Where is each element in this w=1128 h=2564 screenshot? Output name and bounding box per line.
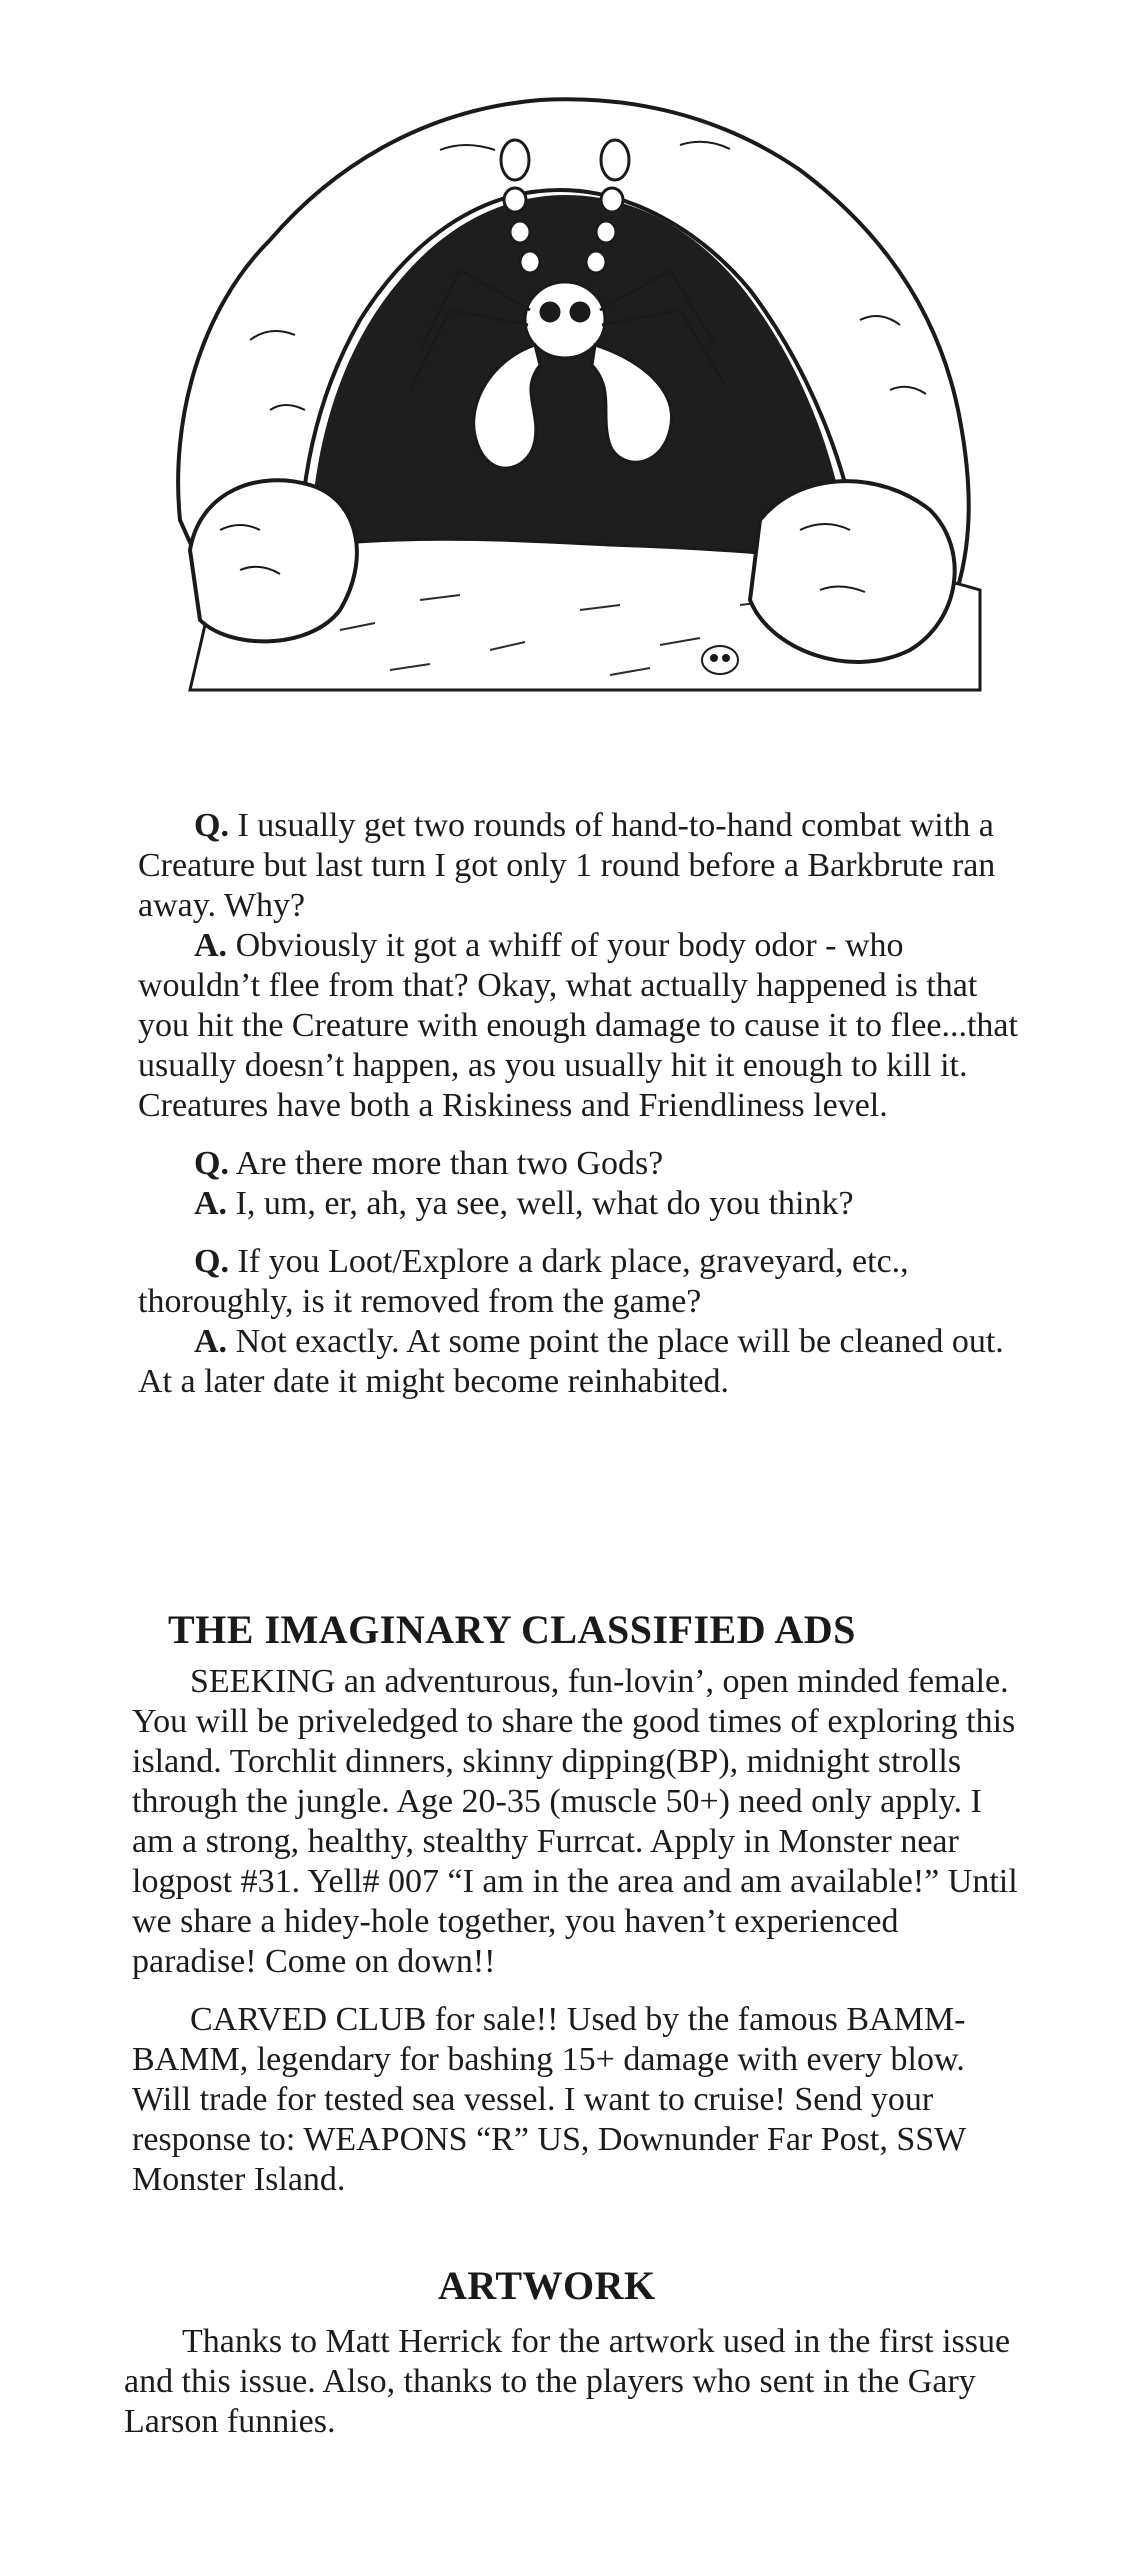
question-marker: Q. xyxy=(194,1243,229,1280)
cave-drawing xyxy=(160,90,1010,700)
answer-marker: A. xyxy=(194,1323,228,1360)
answer-text: I, um, er, ah, ya see, well, what do you think? xyxy=(227,1185,854,1222)
artwork-title: ARTWORK xyxy=(438,2263,656,2308)
classifieds-section xyxy=(132,1662,1022,2200)
classifieds-title: THE IMAGINARY CLASSIFIED ADS xyxy=(168,1607,856,1652)
question-text: I usually get two rounds of hand-to-hand combat with a Creature but last turn I got only 1 round before a Barkbrute ran away. Why? xyxy=(138,807,996,924)
answer-2 xyxy=(138,1184,1028,1224)
answer-3 xyxy=(138,1322,1028,1402)
answer-marker: A. xyxy=(194,1185,228,1222)
spider-creature-illustration xyxy=(160,90,1010,700)
classified-ad: CARVED CLUB for sale!! Used by the famous BAMM-BAMM, legendary for bashing 15+ damage with every blow. Will trade for tested sea vessel. I want to cruise! Send your response to: WEAPONS “R” US, Downunder Far Post, SSW Monster Island. xyxy=(132,2001,966,2198)
qa-item-1 xyxy=(138,806,1028,926)
classified-ad: SEEKING an adventurous, fun-lovin’, open minded female. You will be priveledged to share the good times of exploring this island. Torchlit dinners, skinny dipping(BP), midnight strolls through the jungle. Age 20-35 (muscle 50+) need only apply. I am a strong, healthy, stealthy Furrcat. Apply in Monster near logpost #31. Yell# 007 “I am in the area and am available!” Until we share a hidey-hole together, you haven’t experienced paradise! Come on down!! xyxy=(132,1663,1018,1980)
question-text: Are there more than two Gods? xyxy=(228,1145,664,1182)
question-text: If you Loot/Explore a dark place, graveyard, etc., thoroughly, is it removed from the game? xyxy=(138,1243,909,1320)
question-marker: Q. xyxy=(194,1145,229,1182)
answer-text: Not exactly. At some point the place will be cleaned out. At a later date it might become reinhabited. xyxy=(138,1323,1004,1400)
artwork-credits: Thanks to Matt Herrick for the artwork used in the first issue and this issue. Also, thanks to the players who sent in the Gary Larson funnies. xyxy=(124,2323,1011,2440)
question-marker: Q. xyxy=(194,807,229,844)
qa-item-2 xyxy=(138,1144,1028,1184)
qa-item-3 xyxy=(138,1242,1028,1322)
artwork-section xyxy=(124,2322,1024,2442)
qa-section xyxy=(138,806,1028,1402)
answer-text: Obviously it got a whiff of your body odor - who wouldn’t flee from that? Okay, what actually happened is that you hit the Creature with enough damage to cause it to flee...that usually doesn’t happen, as you usually hit it enough to kill it. Creatures have both a Riskiness and Friendliness level. xyxy=(138,927,1018,1124)
answer-marker: A. xyxy=(194,927,228,964)
answer-1 xyxy=(138,926,1028,1126)
